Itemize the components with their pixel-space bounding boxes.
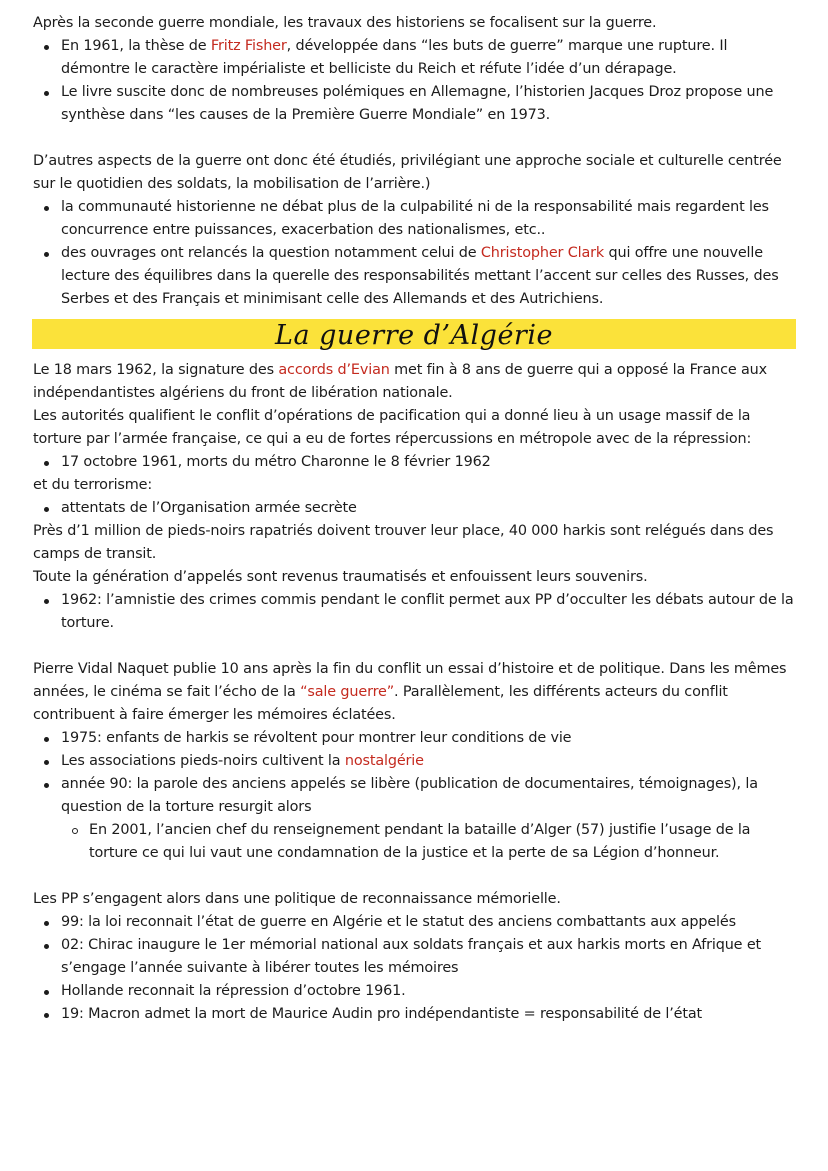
list-item: 17 octobre 1961, morts du métro Charonne le 8 février 1962 (61, 451, 794, 474)
list-item: attentats de l’Organisation armée secrète (61, 497, 794, 520)
algerie-p4: Près d’1 million de pieds-noirs rapatriés doivent trouver leur place, 40 000 harkis sont relégués dans des camps de transit. (33, 523, 774, 562)
section-banner (32, 319, 796, 349)
list-item (61, 773, 794, 865)
highlight-accords-evian: accords d’Evian (278, 362, 390, 378)
section1-list (33, 35, 794, 127)
highlight-nostalgerie: nostalgérie (344, 753, 424, 769)
list-item: la communauté historienne ne débat plus de la culpabilité ni de la responsabilité mais regardent les concurrence entre puissances, exacerbation des nationalismes, etc.. (61, 196, 794, 242)
list-item: 99: la loi reconnait l’état de guerre en Algérie et le statut des anciens combattants aux appelés (61, 911, 794, 934)
text: qui offre une nouvelle lecture des équilibres dans la querelle des responsabilités mettant l’accent sur celles des Russes, des Serbes et des Français et minimisant celle des Allemands et des Autrichiens. (61, 245, 779, 307)
memoires-p1 (33, 658, 794, 727)
memoires-list (33, 727, 794, 865)
text: , développée dans “les buts de guerre” marque une rupture. Il démontre le caractère impérialiste et belliciste du Reich et réfute l’idée d’un dérapage. (61, 38, 728, 77)
memoires-sublist (61, 819, 794, 865)
algerie-list-3 (33, 589, 794, 635)
algerie-list-2 (33, 497, 794, 520)
list-item (61, 242, 794, 311)
list-item: 02: Chirac inaugure le 1er mémorial national aux soldats français et aux harkis morts en Afrique et s’engage l’année suivante à libérer toutes les mémoires (61, 934, 794, 980)
highlight-sale-guerre: “sale guerre” (300, 684, 395, 700)
list-item: 19: Macron admet la mort de Maurice Audin pro indépendantiste = responsabilité de l’état (61, 1003, 794, 1026)
reconnaissance-intro: Les PP s’engagent alors dans une politique de reconnaissance mémorielle. (33, 891, 561, 907)
list-item: En 2001, l’ancien chef du renseignement pendant la bataille d’Alger (57) justifie l’usage de la torture ce qui lui vaut une condamnation de la justice et la perte de sa Légion d’honneur. (89, 819, 794, 865)
highlight-fritz-fisher: Fritz Fisher (210, 38, 287, 54)
text: Les associations pieds-noirs cultivent la (61, 753, 345, 769)
text: met fin à 8 ans de guerre qui a opposé la France aux indépendantistes algériens du front de libération nationale. (33, 362, 767, 401)
spacer (33, 865, 794, 888)
algerie-p3: et du terrorisme: (33, 477, 153, 493)
section2-list (33, 196, 794, 311)
text: En 1961, la thèse de (61, 38, 211, 54)
spacer (33, 635, 794, 658)
text: Pierre Vidal Naquet publie 10 ans après la fin du conflit un essai d’histoire et de politique. Dans les mêmes années, le cinéma se fait l’écho de la (33, 661, 787, 700)
banner-title: La guerre d’Algérie (275, 319, 553, 351)
list-item (61, 35, 794, 81)
algerie-p2: Les autorités qualifient le conflit d’opérations de pacification qui a donné lieu à un usage massif de la torture par l’armée française, ce qui a eu de fortes répercussions en métropole avec de la répression: (33, 408, 752, 447)
list-item: Le livre suscite donc de nombreuses polémiques en Allemagne, l’historien Jacques Droz propose une synthèse dans “les causes de la Première Guerre Mondiale” en 1973. (61, 81, 794, 127)
algerie-p1 (33, 359, 794, 405)
highlight-christopher-clark: Christopher Clark (480, 245, 605, 261)
section2-intro: D’autres aspects de la guerre ont donc été étudiés, privilégiant une approche sociale et culturelle centrée sur le quotidien des soldats, la mobilisation de l’arrière.) (33, 153, 782, 192)
list-item (61, 750, 794, 773)
text: . Parallèlement, les différents acteurs du conflit contribuent à faire émerger les mémoires éclatées. (33, 684, 728, 723)
algerie-p5: Toute la génération d’appelés sont revenus traumatisés et enfouissent leurs souvenirs. (33, 569, 648, 585)
list-item: 1975: enfants de harkis se révoltent pour montrer leur conditions de vie (61, 727, 794, 750)
text: des ouvrages ont relancés la question notamment celui de (61, 245, 481, 261)
algerie-list-1 (33, 451, 794, 474)
reconnaissance-list (33, 911, 794, 1026)
text: année 90: la parole des anciens appelés se libère (publication de documentaires, témoignages), la question de la torture resurgit alors (61, 776, 758, 815)
list-item: 1962: l’amnistie des crimes commis pendant le conflit permet aux PP d’occulter les débats autour de la torture. (61, 589, 794, 635)
section1-intro: Après la seconde guerre mondiale, les travaux des historiens se focalisent sur la guerre. (33, 15, 657, 31)
list-item: Hollande reconnait la répression d’octobre 1961. (61, 980, 794, 1003)
text: Le 18 mars 1962, la signature des (33, 362, 279, 378)
spacer (33, 127, 794, 150)
